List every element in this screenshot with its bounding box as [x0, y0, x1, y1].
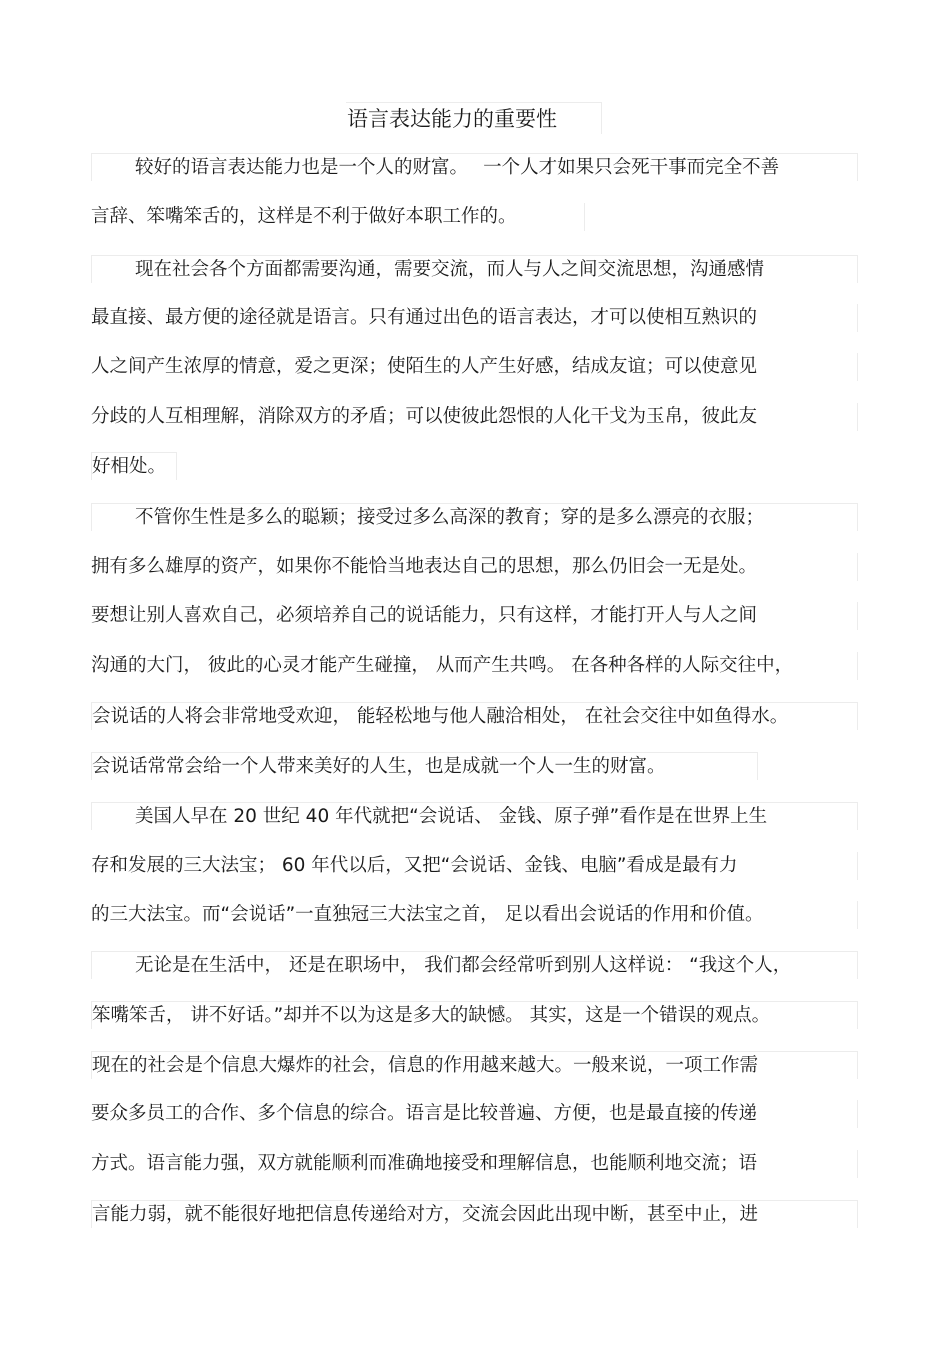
text-line: 沟通的大门， 彼此的心灵才能产生碰撞， 从而产生共鸣。 在各种各样的人际交往中，: [91, 652, 858, 680]
text-line: 的三大法宝。而“会说话”一直独冠三大法宝之首， 足以看出会说话的作用和价值。: [91, 901, 858, 929]
text-line: 最直接、最方便的途径就是语言。只有通过出色的语言表达，才可以使相互熟识的: [91, 304, 858, 332]
text-line: 方式。语言能力强，双方就能顺利而准确地接受和理解信息，也能顺利地交流；语: [91, 1150, 858, 1178]
text-line: 言能力弱，就不能很好地把信息传递给对方，交流会因此出现中断，甚至中止，进: [91, 1200, 858, 1228]
text-line: 存和发展的三大法宝； 60 年代以后，又把“会说话、金钱、电脑”看成是最有力: [91, 852, 858, 880]
text-line: 好相处。: [91, 452, 177, 480]
text-line: 分歧的人互相理解，消除双方的矛盾；可以使彼此怨恨的人化干戈为玉帛，彼此友: [91, 403, 858, 431]
text-line: 较好的语言表达能力也是一个人的财富。 一个人才如果只会死干事而完全不善: [91, 153, 858, 181]
text-line: 会说话常常会给一个人带来美好的人生，也是成就一个人一生的财富。: [91, 752, 758, 780]
text-line: 现在社会各个方面都需要沟通，需要交流，而人与人之间交流思想，沟通感情: [91, 255, 858, 283]
text-line: 言辞、笨嘴笨舌的，这样是不利于做好本职工作的。: [91, 203, 585, 231]
text-line: 无论是在生活中， 还是在职场中， 我们都会经常听到别人这样说： “我这个人，: [91, 951, 858, 979]
text-line: 会说话的人将会非常地受欢迎， 能轻松地与他人融洽相处， 在社会交往中如鱼得水。: [91, 702, 858, 730]
text-line: 不管你生性是多么的聪颖；接受过多么高深的教育；穿的是多么漂亮的衣服；: [91, 503, 858, 531]
text-line: 要想让别人喜欢自己，必须培养自己的说话能力，只有这样，才能打开人与人之间: [91, 602, 858, 630]
text-line: 笨嘴笨舌， 讲不好话。”却并不以为这是多大的缺憾。 其实，这是一个错误的观点。: [91, 1001, 858, 1029]
text-line: 现在的社会是个信息大爆炸的社会，信息的作用越来越大。一般来说，一项工作需: [91, 1051, 858, 1079]
text-line: 人之间产生浓厚的情意，爱之更深；使陌生的人产生好感，结成友谊；可以使意见: [91, 353, 858, 381]
text-line: 美国人早在 20 世纪 40 年代就把“会说话、 金钱、原子弹”看作是在世界上生: [91, 802, 858, 830]
text-line: 拥有多么雄厚的资产，如果你不能恰当地表达自己的思想，那么仍旧会一无是处。: [91, 553, 858, 581]
text-line: 要众多员工的合作、多个信息的综合。语言是比较普遍、方便，也是最直接的传递: [91, 1100, 858, 1128]
document-title: 语言表达能力的重要性: [346, 102, 602, 134]
